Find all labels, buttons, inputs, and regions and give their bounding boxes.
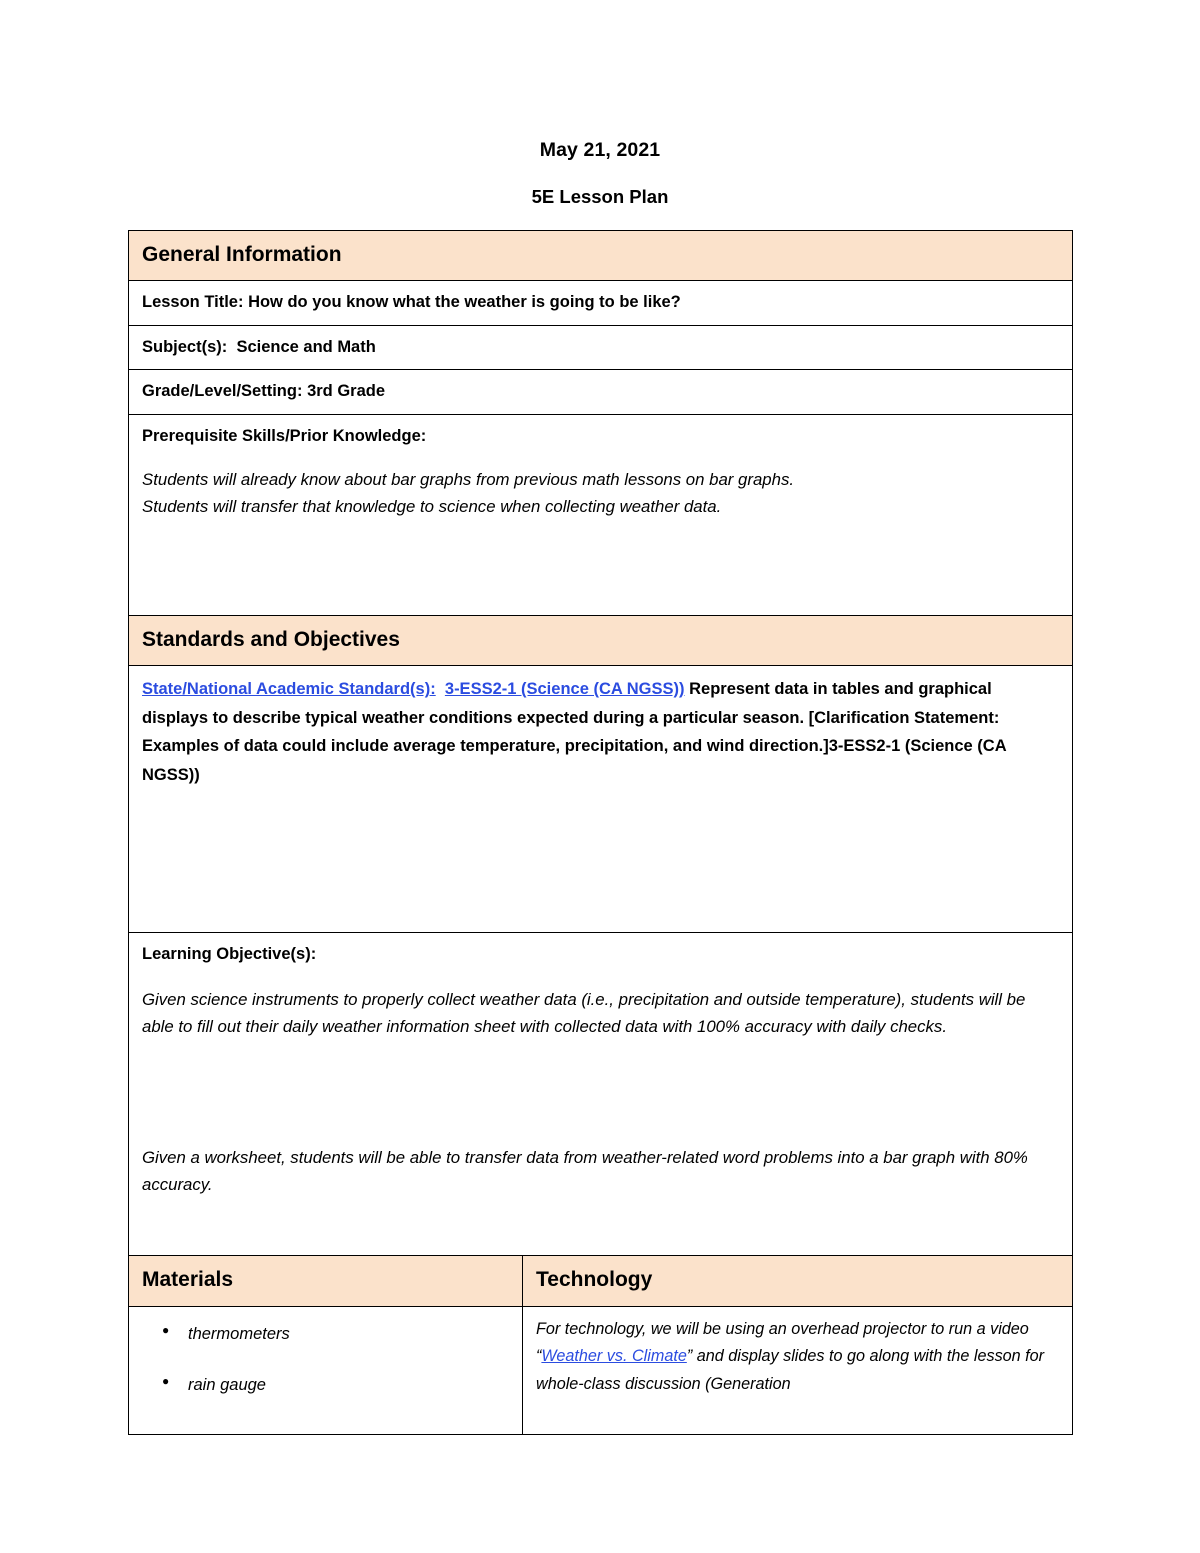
prerequisite-bottom-space <box>142 520 1060 606</box>
list-item: ● rain gauge <box>188 1373 510 1399</box>
lesson-title-paragraph <box>142 290 1060 316</box>
subjects-cell <box>129 325 1073 370</box>
list-item: ● thermometers <box>188 1322 510 1348</box>
section-banner-standards-and-objectives <box>129 616 1073 666</box>
technology-banner-label: Technology <box>523 1256 1073 1306</box>
lesson-title-value: How do you know what the weather is going to be like? <box>248 292 681 311</box>
general-information-banner-label: General Information <box>129 230 1073 280</box>
standard-label-link[interactable]: State/National Academic Standard(s): <box>142 680 436 699</box>
section-banner-general-information <box>129 230 1073 280</box>
grade-value: 3rd Grade <box>307 382 386 401</box>
row-prerequisite-skills <box>129 414 1073 616</box>
prerequisite-skills-cell <box>129 414 1073 616</box>
row-materials-technology-content <box>129 1306 1073 1434</box>
prerequisite-body-line-1: Students will already know about bar graphs from previous math lessons on bar graphs. <box>142 470 795 490</box>
materials-cell <box>129 1306 523 1434</box>
objective-gap-2 <box>142 1040 1060 1126</box>
row-grade-level-setting <box>129 370 1073 415</box>
document-subtitle: 5E Lesson Plan <box>531 186 669 208</box>
row-subjects <box>129 325 1073 370</box>
learning-objective-2: Given a worksheet, students will be able to transfer data from weather-related word problems into a bar graph with 80% accuracy. <box>142 1147 1028 1195</box>
materials-banner-label: Materials <box>129 1256 523 1306</box>
prerequisite-body-line-2: Students will transfer that knowledge to science when collecting weather data. <box>142 496 722 516</box>
standard-body-text: Represent data in tables and graphical displays to describe typical weather conditions expected during a particular season. [Clarification Statement: Examples of data could include average temperature, precipitation, and wind direction.]3-ESS2-1 (Science (CA NGSS)) <box>142 680 1007 784</box>
grade-paragraph <box>142 379 1060 405</box>
subjects-label: Subject(s): <box>142 337 228 356</box>
grade-level-setting-cell <box>129 370 1073 415</box>
objective-bottom-space <box>142 1198 1060 1246</box>
subjects-paragraph <box>142 335 1060 361</box>
lesson-plan-table <box>128 230 1073 1435</box>
learning-objectives-cell <box>129 932 1073 1255</box>
lesson-title-label: Lesson Title: <box>142 292 244 311</box>
prerequisite-gap <box>142 449 1060 467</box>
objective-gap-3 <box>142 1126 1060 1144</box>
lesson-title-cell <box>129 280 1073 325</box>
row-learning-objectives <box>129 932 1073 1255</box>
technology-cell <box>523 1306 1073 1434</box>
materials-list <box>142 1322 510 1399</box>
technology-text-after-link: ” and display slides to go along with the lesson for whole-class discussion (Generation <box>536 1347 1045 1394</box>
standards-objectives-banner-label: Standards and Objectives <box>129 616 1073 666</box>
row-academic-standard <box>129 666 1073 933</box>
standard-bottom-space <box>142 789 1060 875</box>
learning-objective-label: Learning Objective(s): <box>142 944 317 963</box>
section-banner-materials-technology <box>129 1256 1073 1306</box>
standard-label-spacer <box>436 680 445 698</box>
standard-code-link[interactable]: 3-ESS2-1 (Science (CA NGSS)) <box>444 680 685 699</box>
prerequisite-label: Prerequisite Skills/Prior Knowledge: <box>142 426 427 445</box>
document-title-block <box>0 0 1200 208</box>
weather-vs-climate-link[interactable]: Weather vs. Climate <box>541 1347 687 1366</box>
document-date: May 21, 2021 <box>539 139 661 161</box>
technology-paragraph <box>536 1316 1060 1400</box>
objective-gap-1 <box>142 968 1060 986</box>
learning-objective-1: Given science instruments to properly collect weather data (i.e., precipitation and outside temperature), students will be able to fill out their daily weather information sheet with collected data with 100% accuracy with daily checks. <box>142 989 1026 1036</box>
academic-standard-paragraph <box>142 675 1060 789</box>
academic-standard-cell <box>129 666 1073 933</box>
standard-bottom-space-2 <box>142 875 1060 923</box>
technology-text-before-link: For technology, we will be using an overhead projector to run a video “ <box>536 1319 1029 1366</box>
subjects-value: Science and Math <box>236 337 376 356</box>
row-lesson-title <box>129 280 1073 325</box>
grade-label: Grade/Level/Setting: <box>142 382 303 401</box>
